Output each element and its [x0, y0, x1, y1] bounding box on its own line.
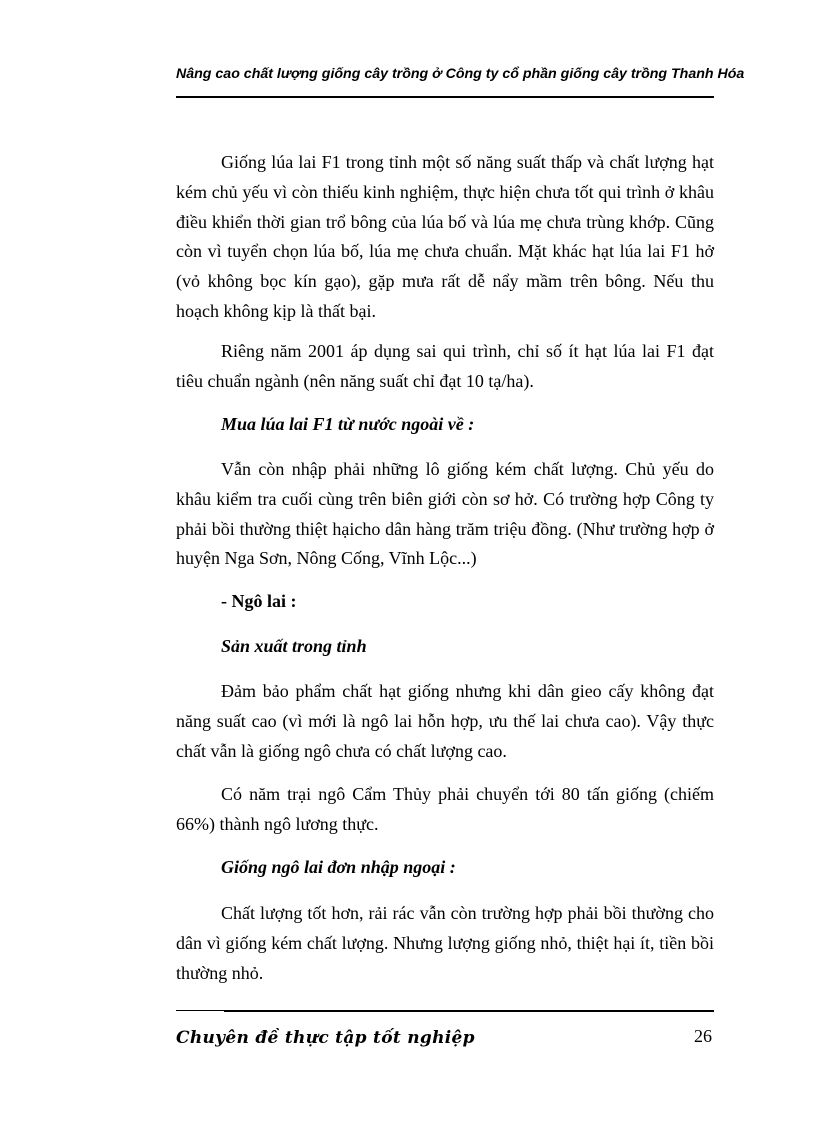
heading-imported-rice: Mua lúa lai F1 từ nước ngoài về :: [221, 414, 475, 434]
running-header: Nâng cao chất lượng giống cây trồng ở Công ty cổ phần giống cây trồng Thanh Hóa: [176, 66, 745, 82]
footer-rule-thick: [224, 1010, 714, 1012]
paragraph-rice-f1-quality: Giống lúa lai F1 trong tỉnh một số năng suất thấp và chất lượng hạt kém chủ yếu vì còn thiếu kinh nghiệm, thực hiện chưa tốt qui trình ở khâu điều khiển thời gian trổ bông của lúa bố và lúa mẹ chưa trùng khớp. Cũng còn vì tuyển chọn lúa bố, lúa mẹ chưa chuẩn. Mặt khác hạt lúa lai F1 hở (vỏ không bọc kín gạo), gặp mưa rất dễ nẩy mầm trên bông. Nếu thu hoạch không kịp là thất bại.: [176, 152, 714, 321]
page-number: 26: [694, 1026, 712, 1046]
heading-hybrid-corn: - Ngô lai :: [221, 591, 297, 611]
paragraph-imported-corn: Chất lượng tốt hơn, rải rác vẫn còn trường hợp phải bồi thường cho dân vì giống kém chất lượng. Nhưng lượng giống nhỏ, thiệt hại ít, tiền bồi thường nhỏ.: [176, 903, 714, 983]
heading-imported-corn: Giống ngô lai đơn nhập ngoại :: [221, 857, 456, 877]
paragraph-imported-rice: Vẫn còn nhập phải những lô giống kém chất lượng. Chủ yếu do khâu kiểm tra cuối cùng trên biên giới còn sơ hở. Có trường hợp Công ty phải bồi thường thiệt hạicho dân hàng trăm triệu đồng. (Như trường hợp ở huyện Nga Sơn, Nông Cống, Vĩnh Lộc...): [176, 459, 714, 569]
paragraph-2001-process: Riêng năm 2001 áp dụng sai qui trình, chỉ số ít hạt lúa lai F1 đạt tiêu chuẩn ngành (nên năng suất chỉ đạt 10 tạ/ha).: [176, 341, 714, 391]
footer-title: Chuyên đề thực tập tốt nghiệp: [176, 1028, 475, 1048]
heading-local-production: Sản xuất trong tỉnh: [221, 636, 367, 656]
paragraph-cam-thuy: Có năm trại ngô Cẩm Thủy phải chuyển tới 80 tấn giống (chiếm 66%) thành ngô lương thực.: [176, 784, 714, 834]
paragraph-local-corn: Đảm bảo phẩm chất hạt giống nhưng khi dân gieo cấy không đạt năng suất cao (vì mới là ngô lai hỗn hợp, ưu thế lai chưa cao). Vậy thực chất vẫn là giống ngô chưa có chất lượng cao.: [176, 681, 714, 761]
header-rule: [176, 96, 714, 98]
